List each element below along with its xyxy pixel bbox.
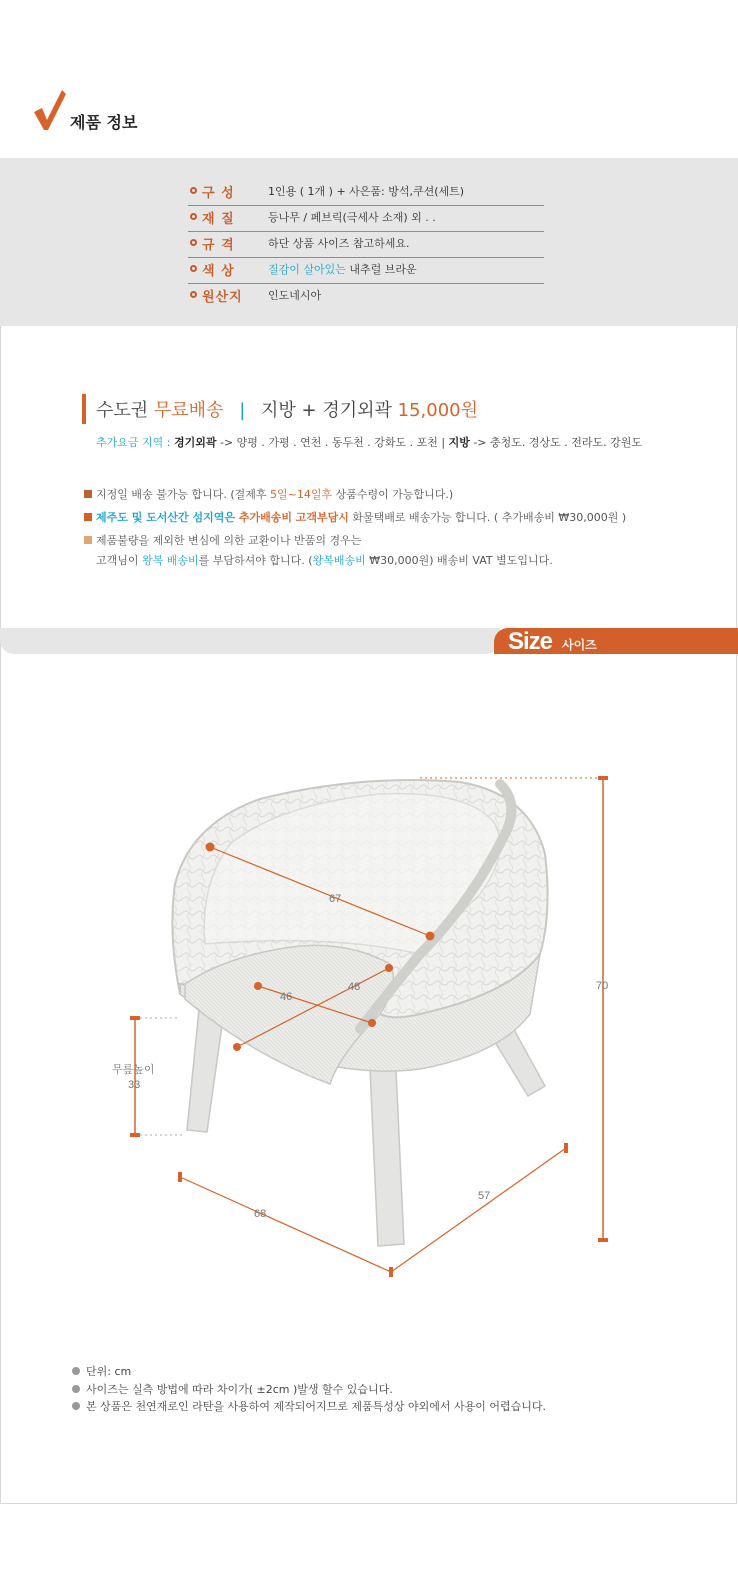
size-title: Size [508,628,553,655]
dim-label-knee-title: 무릎높이 [112,1064,155,1076]
shipping-title [96,396,478,422]
footnote-2 [72,1381,393,1397]
dim-label-base-width: 68 [254,1208,267,1220]
note-text: 지정일 배송 불가능 합니다. (결제후 [96,488,271,501]
spec-value: 하단 상품 사이즈 참고하세요. [268,237,410,250]
square-bullet-icon [84,513,92,521]
dim-label-height: 70 [596,980,609,992]
bullet-icon [190,187,197,194]
note-text: 화물택배로 배송가능 합니다. ( 추가배송비 ₩30,000원 ) [348,511,627,524]
spec-label: 색 상 [202,264,235,279]
shipping-free: 무료배송 [153,400,224,421]
bullet-icon [190,265,197,272]
extra-region-2: 지방 [448,436,470,449]
extra-region-2-list: -> 충청도. 경상도 . 전라도. 강원도 [469,436,643,449]
bullet-icon [190,239,197,246]
spec-label: 구 성 [202,186,235,201]
note-3 [84,532,361,548]
spec-value: 인도네시아 [268,289,322,302]
spec-value: 1인용 ( 1개 ) + 사은품: 방석,쿠션(세트) [268,185,465,198]
shipping-separator: | [239,400,246,421]
chair-size-diagram [0,654,738,1354]
size-bar-orange [494,628,738,654]
extra-region-1-list: -> 양평 . 가평 . 연천 . 동두천 . 강화도 . 포천 | [216,436,449,449]
footnote-text: 사이즈는 실측 방법에 따라 차이가( ±2cm )발생 할수 있습니다. [86,1383,393,1396]
shipping-price: 15,000원 [397,400,478,421]
note-highlight: 제주도 및 도서산간 섬지역은 [96,511,235,524]
dot-bullet-icon [72,1402,80,1410]
spec-row-color [188,258,544,284]
square-bullet-icon [84,490,92,498]
footnote-3 [72,1398,546,1414]
footnote-text: 단위: cm [86,1365,132,1378]
dot-bullet-icon [72,1385,80,1393]
spec-label: 재 질 [202,212,235,227]
shipping-region: 지방 + 경기외곽 [261,400,392,421]
spec-value-rest: 내추럴 브라운 [345,263,417,276]
note-4 [96,552,553,568]
size-section-bar [0,628,738,654]
chair-illustration [172,780,547,1246]
size-subtitle: 사이즈 [562,638,597,652]
shipping-prefix: 수도권 [96,400,149,421]
page-title: 제품 정보 [70,113,138,132]
spec-row-size [188,232,544,258]
dim-label-knee-height: 33 [128,1079,141,1091]
note-text: ₩30,000원) 배송비 VAT 별도입니다. [365,554,553,567]
extra-region-1: 경기외곽 [173,436,217,449]
bullet-icon [190,291,197,298]
extra-fee-regions [96,434,642,450]
spec-row-material [188,206,544,232]
note-text: 를 부담하셔야 합니다. ( [198,554,313,567]
spec-row-composition [188,180,544,206]
note-text: 고객님이 [96,554,143,567]
square-bullet-icon [84,536,92,544]
spec-value-highlight: 질감이 살아있는 [268,263,346,276]
shipping-accent-bar [82,394,86,424]
spec-value: 등나무 / 페브릭(극세사 소재) 외 . . [268,211,436,224]
dim-label-seat-depth: 46 [280,991,293,1003]
note-highlight: 5일~14일후 [270,488,333,501]
dim-label-seat-width: 48 [348,981,361,993]
footnote-1 [72,1363,131,1379]
note-text: 제품불량을 제외한 변심에 의한 교환이나 반품의 경우는 [96,534,362,547]
spec-value [268,261,417,277]
bullet-icon [190,213,197,220]
spec-label: 규 격 [202,238,235,253]
header [0,0,738,158]
dim-label-base-depth: 57 [478,1190,491,1202]
footnote-text: 본 상품은 천연재로인 라탄을 사용하여 제작되어지므로 제품특성상 야외에서 사용이 어렵습니다. [86,1400,547,1413]
extra-fee-label: 추가요금 지역 : [96,436,171,449]
note-highlight: 추가배송비 고객부담시 [235,511,349,524]
product-spec-panel [0,158,738,326]
note-1 [84,486,453,502]
dim-label-back-width: 67 [329,893,342,905]
dot-bullet-icon [72,1367,80,1375]
note-2 [84,509,626,525]
note-text: 상품수령이 가능합니다.) [332,488,454,501]
checkmark-icon [32,88,68,132]
note-highlight: 왕복배송비 [312,554,366,567]
spec-row-origin [188,284,544,310]
spec-label: 원산지 [202,290,243,305]
note-highlight: 왕복 배송비 [142,554,199,567]
size-bar-gray [0,628,500,654]
